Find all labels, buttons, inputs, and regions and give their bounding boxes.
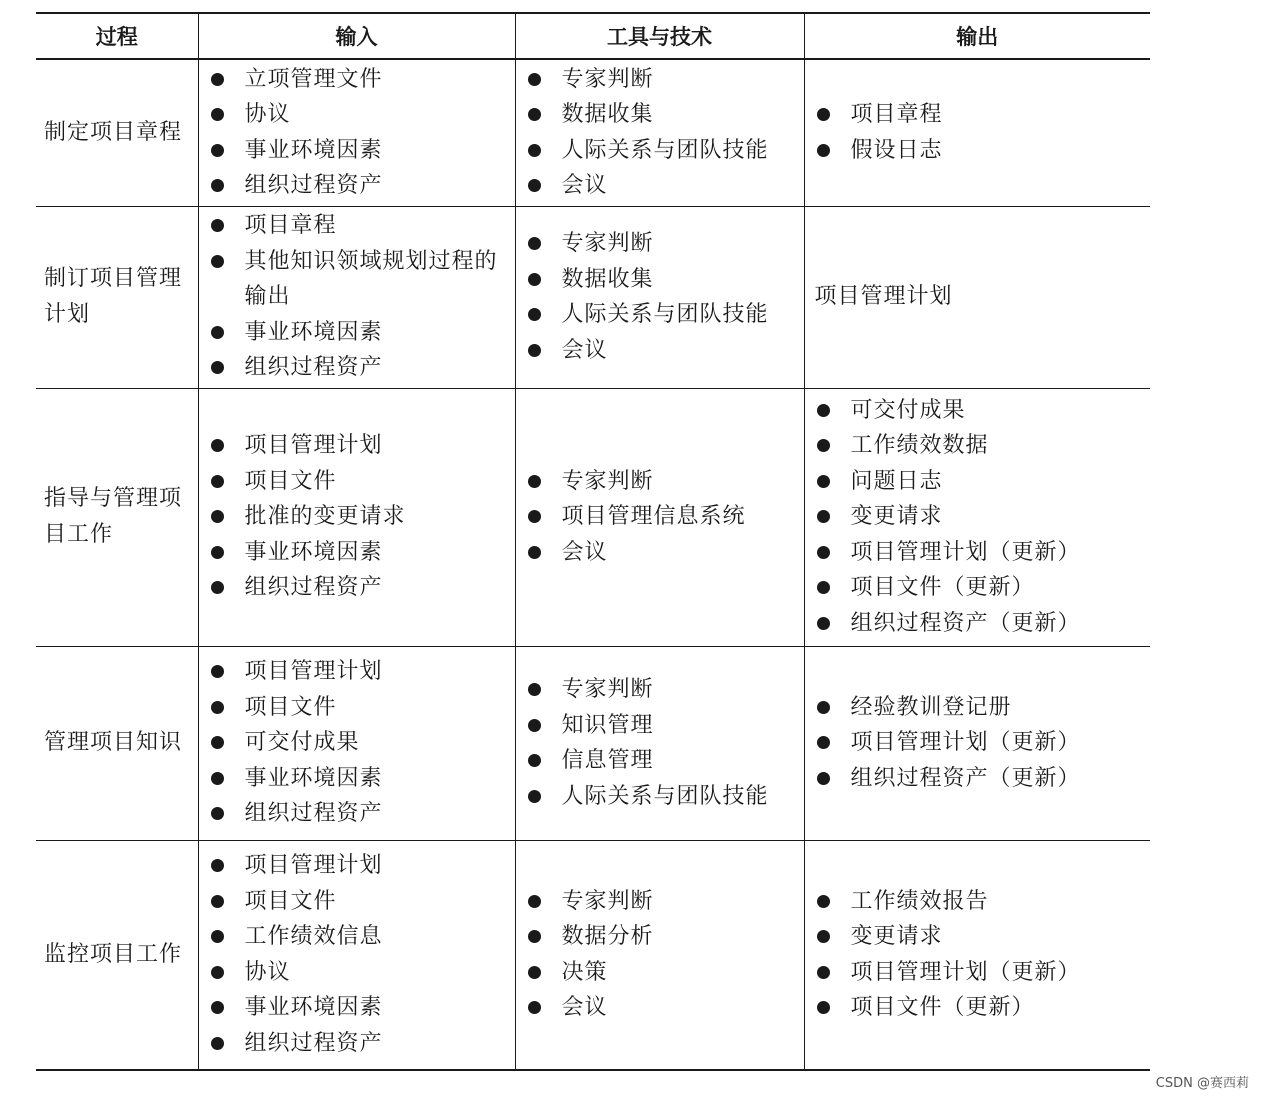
list-item-text: 问题日志	[850, 468, 943, 494]
list-item-text: 专家判断	[561, 231, 654, 256]
list-item-text: 事业环境因素	[244, 539, 383, 565]
list-item-text: 数据收集	[561, 102, 654, 128]
outputs-cell	[804, 840, 1150, 1070]
list-item	[815, 97, 1147, 133]
bullet-icon	[817, 108, 830, 121]
tools-list	[516, 62, 804, 204]
list-item	[815, 464, 1147, 500]
bullet-icon	[211, 736, 224, 749]
list-item	[526, 226, 800, 262]
list-item	[526, 743, 800, 779]
list-item	[526, 464, 800, 500]
list-item	[526, 535, 800, 571]
bullet-icon	[528, 144, 541, 157]
list-item-text: 项目文件（更新）	[850, 575, 1035, 601]
list-item	[526, 499, 800, 535]
bullet-icon	[528, 308, 541, 321]
list-item-text: 其他知识领域规划过程的输出	[244, 248, 498, 310]
tools-cell	[515, 59, 804, 206]
list-item	[815, 535, 1147, 571]
list-item	[209, 499, 511, 535]
bullet-icon	[211, 144, 224, 157]
outputs-list	[805, 690, 1151, 797]
list-item-text: 决策	[561, 959, 608, 985]
bullet-icon	[211, 807, 224, 820]
list-item	[209, 535, 511, 571]
list-item	[526, 884, 800, 920]
list-item	[526, 955, 800, 991]
list-item-text: 会议	[561, 539, 608, 565]
list-item-text: 变更请求	[850, 924, 943, 950]
header-tools: 工具与技术	[515, 13, 804, 59]
list-item	[526, 62, 800, 98]
bullet-icon	[211, 772, 224, 785]
list-item	[815, 690, 1147, 726]
bullet-icon	[817, 475, 830, 488]
bullet-icon	[817, 510, 830, 523]
list-item	[526, 168, 800, 204]
bullet-icon	[817, 966, 830, 979]
bullet-icon	[817, 930, 830, 943]
bullet-icon	[528, 1001, 541, 1014]
process-name-cell: 制订项目管理计划	[36, 206, 198, 388]
header-inputs: 输入	[198, 13, 515, 59]
list-item-text: 项目管理计划	[244, 433, 383, 459]
list-item-text: 会议	[561, 173, 608, 199]
list-item-text: 人际关系与团队技能	[561, 137, 769, 163]
watermark-text: CSDN @赛西莉	[1155, 1076, 1249, 1091]
bullet-icon	[528, 475, 541, 488]
list-item	[815, 393, 1147, 429]
bullet-icon	[211, 510, 224, 523]
bullet-icon	[817, 439, 830, 452]
bullet-icon	[211, 930, 224, 943]
outputs-list	[805, 884, 1151, 1026]
bullet-icon	[528, 683, 541, 696]
list-item	[526, 672, 800, 708]
inputs-cell	[198, 206, 515, 388]
tools-cell	[515, 206, 804, 388]
bullet-icon	[817, 144, 830, 157]
list-item	[209, 690, 511, 726]
bullet-icon	[211, 701, 224, 714]
inputs-cell	[198, 646, 515, 840]
list-item-text: 批准的变更请求	[244, 504, 406, 530]
list-item-text: 工作绩效数据	[850, 433, 989, 459]
table-row	[36, 59, 1150, 206]
list-item	[815, 884, 1147, 920]
tools-cell	[515, 840, 804, 1070]
process-table	[36, 12, 1150, 1071]
list-item	[209, 428, 511, 464]
bullet-icon	[528, 237, 541, 250]
list-item	[815, 761, 1147, 797]
list-item	[209, 133, 511, 169]
list-item	[209, 761, 511, 797]
inputs-cell	[198, 59, 515, 206]
tools-list	[516, 226, 804, 368]
list-item-text: 立项管理文件	[244, 66, 383, 92]
list-item-text: 项目管理计划（更新）	[850, 539, 1081, 565]
bullet-icon	[528, 790, 541, 803]
list-item	[815, 133, 1147, 169]
process-name-cell: 制定项目章程	[36, 59, 198, 206]
list-item-text: 项目文件（更新）	[850, 995, 1035, 1021]
bullet-icon	[211, 475, 224, 488]
list-item	[209, 1026, 511, 1062]
bullet-icon	[528, 108, 541, 121]
bullet-icon	[528, 895, 541, 908]
list-item	[209, 884, 511, 920]
list-item	[815, 955, 1147, 991]
tools-list	[516, 672, 804, 814]
list-item-text: 数据收集	[561, 266, 654, 292]
table-row	[36, 388, 1150, 646]
bullet-icon	[528, 179, 541, 192]
list-item-text: 项目文件	[244, 468, 337, 494]
outputs-cell	[804, 206, 1150, 388]
list-item-text: 组织过程资产	[244, 575, 383, 601]
bullet-icon	[528, 930, 541, 943]
list-item	[209, 208, 511, 244]
bullet-icon	[211, 73, 224, 86]
list-item	[209, 919, 511, 955]
bullet-icon	[528, 546, 541, 559]
bullet-icon	[817, 581, 830, 594]
list-item	[209, 796, 511, 832]
list-item	[815, 606, 1147, 642]
bullet-icon	[211, 1037, 224, 1050]
list-item-text: 事业环境因素	[244, 137, 383, 163]
outputs-list	[805, 97, 1151, 168]
list-item	[815, 499, 1147, 535]
bullet-icon	[211, 179, 224, 192]
list-item-text: 数据分析	[561, 924, 654, 950]
bullet-icon	[528, 510, 541, 523]
bullet-icon	[528, 344, 541, 357]
inputs-list	[199, 654, 515, 832]
bullet-icon	[528, 966, 541, 979]
bullet-icon	[528, 73, 541, 86]
list-item-text: 假设日志	[850, 137, 943, 163]
list-item	[209, 62, 511, 98]
list-item	[526, 990, 800, 1026]
list-item-text: 变更请求	[850, 504, 943, 530]
list-item-text: 组织过程资产	[244, 355, 383, 381]
list-item	[209, 244, 511, 315]
list-item-text: 项目文件	[244, 694, 337, 720]
list-item	[209, 350, 511, 386]
bullet-icon	[817, 736, 830, 749]
bullet-icon	[528, 273, 541, 286]
tools-cell	[515, 388, 804, 646]
list-item	[526, 333, 800, 369]
list-item-text: 组织过程资产（更新）	[850, 610, 1081, 636]
list-item-text: 项目管理计划（更新）	[850, 959, 1081, 985]
list-item	[209, 848, 511, 884]
table-header	[36, 13, 1150, 59]
bullet-icon	[211, 581, 224, 594]
list-item	[815, 570, 1147, 606]
list-item	[526, 133, 800, 169]
list-item	[209, 955, 511, 991]
list-item-text: 经验教训登记册	[850, 694, 1012, 720]
list-item-text: 项目管理计划（更新）	[850, 730, 1081, 756]
list-item	[815, 428, 1147, 464]
list-item-text: 专家判断	[561, 468, 654, 494]
list-item	[209, 654, 511, 690]
list-item-text: 事业环境因素	[244, 319, 383, 345]
list-item-text: 协议	[244, 959, 291, 985]
list-item	[815, 725, 1147, 761]
inputs-list	[199, 428, 515, 606]
bullet-icon	[817, 1001, 830, 1014]
list-item-text: 组织过程资产	[244, 173, 383, 199]
bullet-icon	[211, 255, 224, 268]
list-item-text: 会议	[561, 337, 608, 363]
list-item	[209, 315, 511, 351]
list-item-text: 事业环境因素	[244, 765, 383, 791]
list-item	[526, 262, 800, 298]
bullet-icon	[817, 546, 830, 559]
bullet-icon	[211, 361, 224, 374]
list-item	[209, 97, 511, 133]
table-row	[36, 206, 1150, 388]
list-item-text: 事业环境因素	[244, 995, 383, 1021]
bullet-icon	[817, 772, 830, 785]
process-name-cell: 指导与管理项目工作	[36, 388, 198, 646]
inputs-list	[199, 848, 515, 1061]
list-item-text: 信息管理	[561, 748, 654, 773]
inputs-list	[199, 208, 515, 386]
bullet-icon	[211, 108, 224, 121]
list-item	[526, 297, 800, 333]
list-item	[209, 570, 511, 606]
list-item-text: 组织过程资产	[244, 801, 383, 827]
list-item	[815, 990, 1147, 1026]
outputs-cell	[804, 59, 1150, 206]
bullet-icon	[817, 895, 830, 908]
tools-list	[516, 884, 804, 1026]
inputs-cell	[198, 388, 515, 646]
list-item-text: 协议	[244, 102, 291, 128]
list-item-text: 组织过程资产（更新）	[850, 765, 1081, 791]
list-item-text: 项目管理计划	[244, 659, 383, 685]
inputs-list	[199, 62, 515, 204]
list-item	[526, 708, 800, 744]
list-item-text: 项目章程	[850, 102, 943, 128]
list-item-text: 会议	[561, 995, 608, 1021]
list-item	[526, 779, 800, 815]
list-item-text: 人际关系与团队技能	[561, 783, 769, 809]
bullet-icon	[817, 617, 830, 630]
bullet-icon	[211, 665, 224, 678]
bullet-icon	[211, 439, 224, 452]
list-item-text: 专家判断	[561, 66, 654, 92]
list-item-text: 项目管理信息系统	[561, 504, 746, 530]
list-item	[526, 919, 800, 955]
tools-cell	[515, 646, 804, 840]
list-item	[209, 168, 511, 204]
outputs-cell	[804, 646, 1150, 840]
bullet-icon	[528, 754, 541, 767]
bullet-icon	[817, 404, 830, 417]
list-item-text: 组织过程资产	[244, 1030, 383, 1056]
list-item	[526, 97, 800, 133]
list-item-text: 项目文件	[244, 888, 337, 914]
header-outputs: 输出	[804, 13, 1150, 59]
table-row	[36, 840, 1150, 1070]
header-row	[36, 13, 1150, 59]
process-name-cell: 管理项目知识	[36, 646, 198, 840]
outputs-cell	[804, 388, 1150, 646]
list-item	[815, 919, 1147, 955]
list-item-text: 专家判断	[561, 888, 654, 914]
bullet-icon	[211, 546, 224, 559]
list-item-text: 项目章程	[244, 213, 337, 239]
list-item-text: 工作绩效报告	[850, 888, 989, 914]
bullet-icon	[211, 219, 224, 232]
output-text: 项目管理计划	[814, 284, 953, 309]
inputs-cell	[198, 840, 515, 1070]
bullet-icon	[817, 701, 830, 714]
table-body	[36, 59, 1150, 1070]
list-item-text: 专家判断	[561, 677, 654, 702]
list-item	[209, 725, 511, 761]
list-item-text: 知识管理	[561, 712, 654, 738]
process-name-cell: 监控项目工作	[36, 840, 198, 1070]
bullet-icon	[528, 719, 541, 732]
bullet-icon	[211, 859, 224, 872]
list-item-text: 项目管理计划	[244, 853, 383, 879]
list-item	[209, 464, 511, 500]
list-item-text: 可交付成果	[244, 730, 360, 756]
list-item	[209, 990, 511, 1026]
header-process: 过程	[36, 13, 198, 59]
list-item-text: 工作绩效信息	[244, 924, 383, 950]
outputs-list	[805, 393, 1151, 642]
list-item-text: 可交付成果	[850, 397, 966, 423]
list-item-text: 人际关系与团队技能	[561, 302, 769, 327]
bullet-icon	[211, 1001, 224, 1014]
bullet-icon	[211, 326, 224, 339]
tools-list	[516, 464, 804, 571]
bullet-icon	[211, 895, 224, 908]
table-row	[36, 646, 1150, 840]
bullet-icon	[211, 966, 224, 979]
